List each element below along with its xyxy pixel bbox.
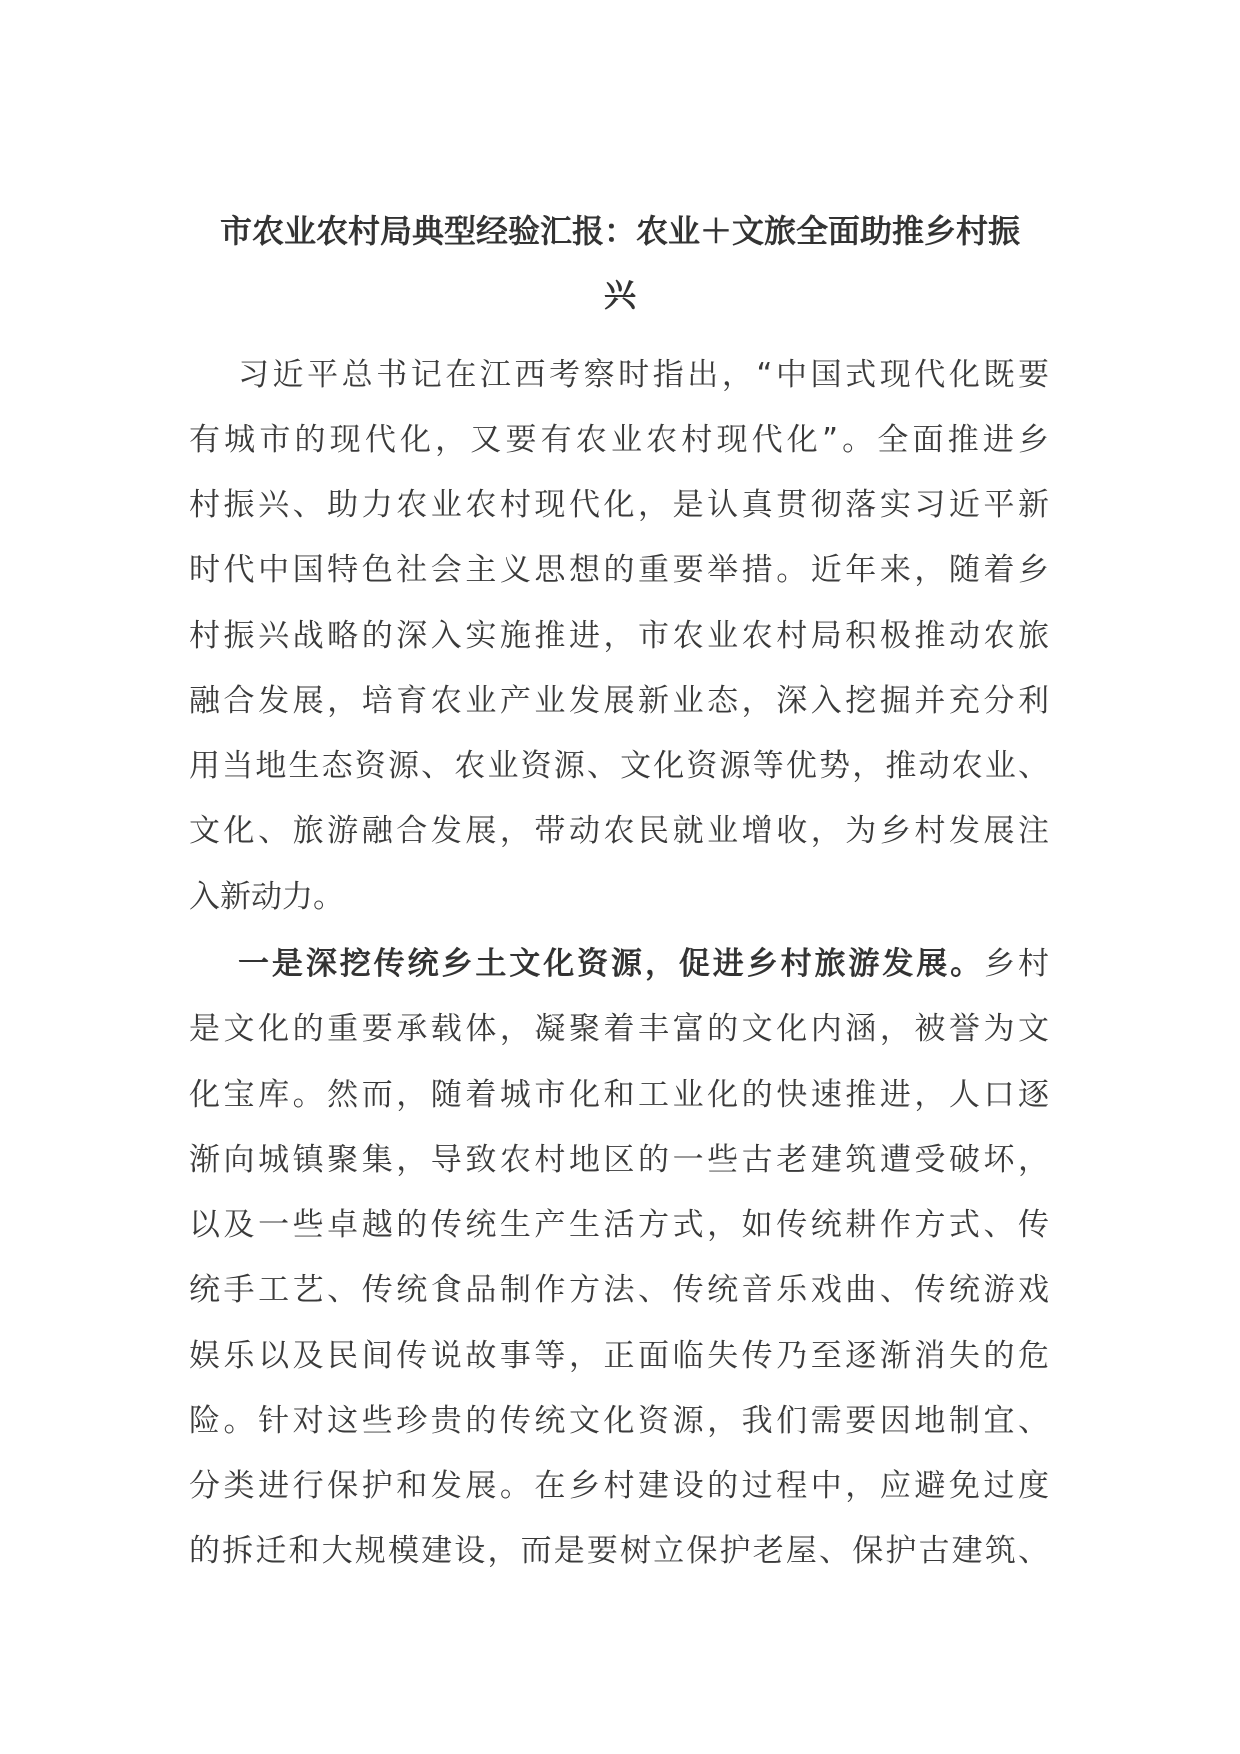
text-line: 入新动力。 [189,879,344,915]
text-line: 分类进行保护和发展。在乡村建设的过程中，应避免过度 [189,1468,1049,1504]
text-line: 融合发展，培育农业产业发展新业态，深入挖掘并充分利 [189,683,1049,719]
text-line: 习近平总书记在江西考察时指出，“中国式现代化既要 [238,357,1049,393]
text-line [238,944,1049,984]
text-line: 文化、旅游融合发展，带动农民就业增收，为乡村发展注 [189,813,1049,849]
text-line: 的拆迁和大规模建设，而是要树立保护老屋、保护古建筑、 [189,1533,1049,1569]
text-line: 以及一些卓越的传统生产生活方式，如传统耕作方式、传 [189,1207,1049,1243]
section-heading: 一是深挖传统乡土文化资源，促进乡村旅游发展。 [238,946,985,982]
text-line: 是文化的重要承载体，凝聚着丰富的文化内涵，被誉为文 [189,1011,1049,1047]
text-line: 有城市的现代化，又要有农业农村现代化”。全面推进乡 [189,422,1049,458]
text-line: 娱乐以及民间传说故事等，正面临失传乃至逐渐消失的危 [189,1338,1049,1374]
text-line: 用当地生态资源、农业资源、文化资源等优势，推动农业、 [189,748,1049,784]
text-line: 化宝库。然而，随着城市化和工业化的快速推进，人口逐 [189,1077,1049,1113]
text-line: 渐向城镇聚集，导致农村地区的一些古老建筑遭受破坏， [189,1142,1049,1178]
text-line: 时代中国特色社会主义思想的重要举措。近年来，随着乡 [189,552,1049,588]
text-line: 统手工艺、传统食品制作方法、传统音乐戏曲、传统游戏 [189,1272,1049,1308]
text-line: 村振兴、助力农业农村现代化，是认真贯彻落实习近平新 [189,487,1049,523]
document-title-line-1: 市农业农村局典型经验汇报：农业＋文旅全面助推乡村振 [219,212,1020,250]
text-line: 险。针对这些珍贵的传统文化资源，我们需要因地制宜、 [189,1403,1049,1439]
document-title-line-2: 兴 [603,276,636,314]
text-span: 乡村 [984,946,1050,982]
text-line: 村振兴战略的深入实施推进，市农业农村局积极推动农旅 [189,618,1049,654]
